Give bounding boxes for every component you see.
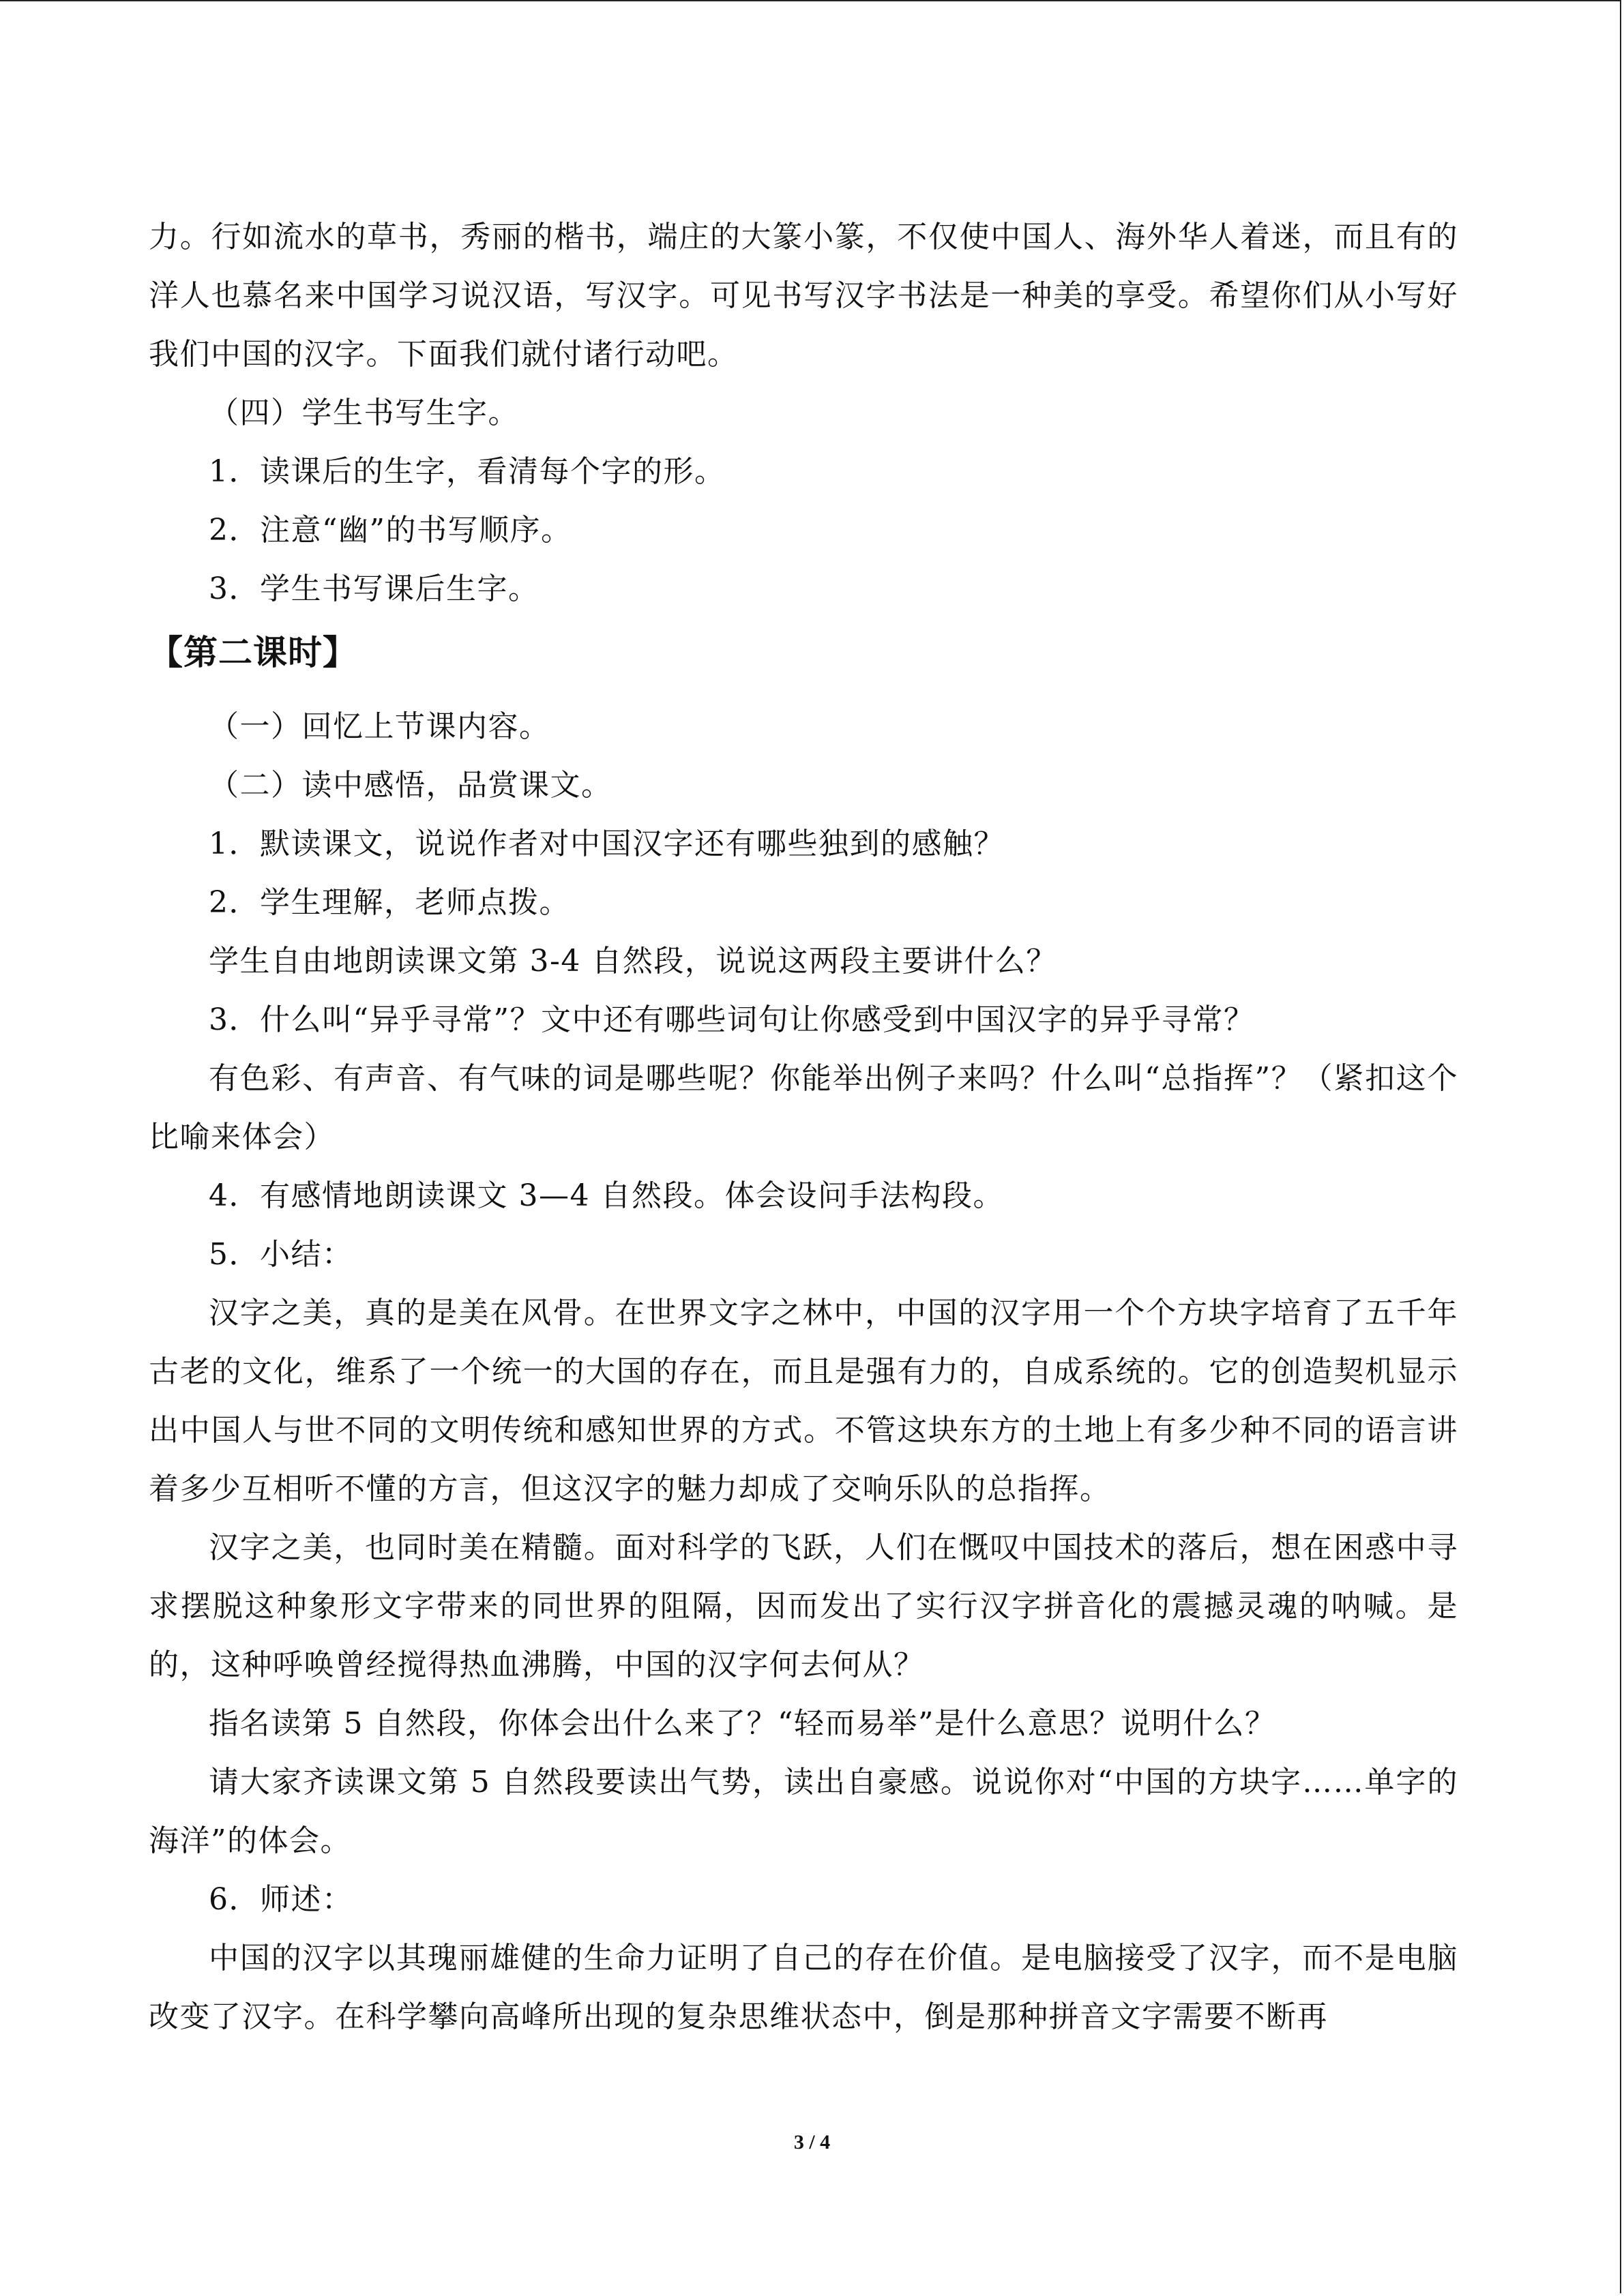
- document-body: [149, 208, 1458, 2046]
- paragraph: 4．有感情地朗读课文 3—4 自然段。体会设问手法构段。: [209, 1178, 1004, 1213]
- paragraph: （二）读中感悟，品赏课文。: [209, 768, 612, 803]
- paragraph: 汉字之美，真的是美在风骨。在世界文字之林中，中国的汉字用一个个方块字培育了五千年古老的文化，维系了一个统一的大国的存在，而且是强有力的，自成系统的。它的创造契机显示出中国人与世不同的文明传统和感知世界的方式。不管这块东方的土地上有多少种不同的语言讲着多少互相听不懂的方言，但这汉字的魅力却成了交响乐队的总指挥。: [149, 1296, 1458, 1506]
- paragraph: 1．默读课文，说说作者对中国汉字还有哪些独到的感触？: [209, 826, 1005, 861]
- paragraph: 3．学生书写课后生字。: [209, 571, 540, 606]
- paragraph: 请大家齐读课文第 5 自然段要读出气势，读出自豪感。说说你对“中国的方块字……单字的海洋”的体会。: [149, 1765, 1458, 1858]
- paragraph: 力。行如流水的草书，秀丽的楷书，端庄的大篆小篆，不仅使中国人、海外华人着迷，而且有的洋人也慕名来中国学习说汉语，写汉字。可见书写汉字书法是一种美的享受。希望你们从小写好我们中国的汉字。下面我们就付诸行动吧。: [149, 220, 1458, 372]
- paragraph: 2．注意“幽”的书写顺序。: [209, 513, 572, 548]
- paragraph: 有色彩、有声音、有气味的词是哪些呢？你能举出例子来吗？什么叫“总指挥”？（紧扣这个比喻来体会）: [149, 1061, 1458, 1154]
- page-number: 3 / 4: [793, 2131, 831, 2153]
- paragraph: （一）回忆上节课内容。: [209, 709, 550, 744]
- paragraph: （四）学生书写生字。: [209, 396, 519, 430]
- paragraph: 6．师述：: [209, 1882, 353, 1917]
- paragraph: 中国的汉字以其瑰丽雄健的生命力证明了自己的存在价值。是电脑接受了汉字，而不是电脑改变了汉字。在科学攀向高峰所出现的复杂思维状态中，倒是那种拼音文字需要不断再: [149, 1941, 1458, 2034]
- paragraph: 2．学生理解，老师点拨。: [209, 885, 570, 920]
- paragraph: 指名读第 5 自然段，你体会出什么来了？“轻而易举”是什么意思？说明什么？: [209, 1706, 1276, 1741]
- paragraph: 学生自由地朗读课文第 3-4 自然段，说说这两段主要讲什么？: [209, 944, 1057, 979]
- paragraph: 1．读课后的生字，看清每个字的形。: [209, 454, 726, 489]
- paragraph: 汉字之美，也同时美在精髓。面对科学的飞跃，人们在慨叹中国技术的落后，想在困惑中寻求摆脱这种象形文字带来的同世界的阻隔，因而发出了实行汉字拼音化的震撼灵魂的呐喊。是的，这种呼唤曾经搅得热血沸腾，中国的汉字何去何从？: [149, 1530, 1458, 1682]
- paragraph: 3．什么叫“异乎寻常”？文中还有哪些词句让你感受到中国汉字的异乎寻常？: [209, 1002, 1255, 1037]
- paragraph: 5．小结：: [209, 1237, 353, 1272]
- section-heading: 【第二课时】: [149, 633, 357, 672]
